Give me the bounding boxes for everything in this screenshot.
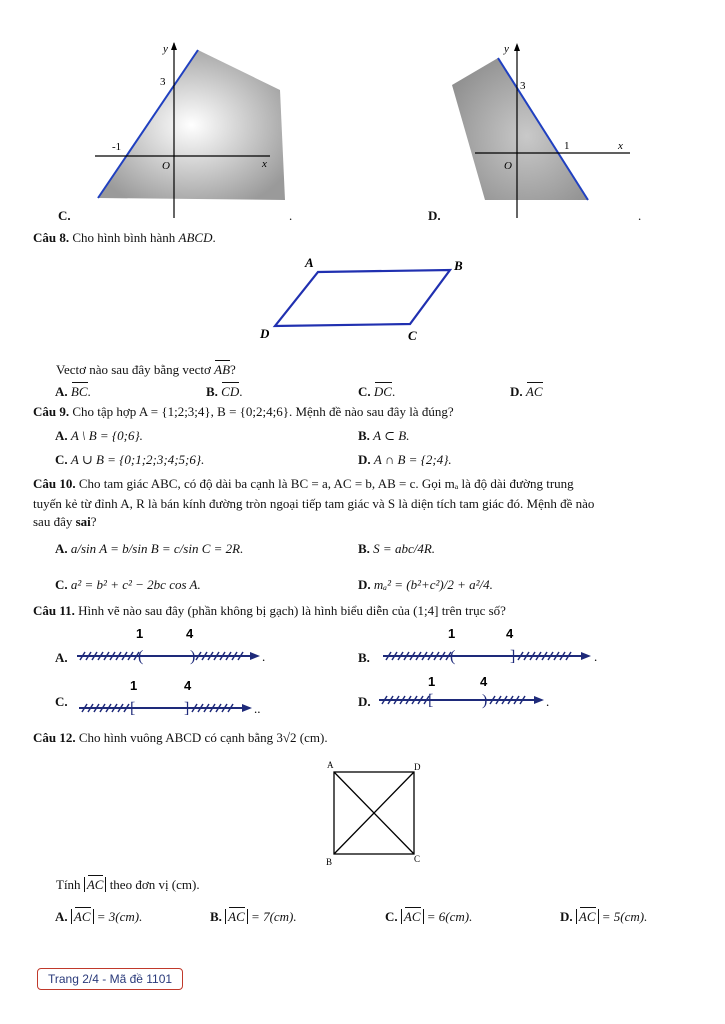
tick-4: 4 [184, 678, 192, 693]
axis-y-label: y [504, 43, 509, 55]
q10-option-c[interactable]: C. a² = b² + c² − 2bc cos A. [55, 577, 201, 592]
tick-1: 1 [136, 626, 144, 641]
q8-question: Câu 8. Cho hình bình hành ABCD. [33, 230, 216, 245]
q8-option-c[interactable]: C. DC. [358, 384, 396, 399]
q8-prompt: Vectơ nào sau đây bằng vectơ AB? [56, 362, 236, 377]
shaded-region [98, 50, 285, 200]
close-paren: ) [190, 648, 196, 665]
svg-text:.: . [594, 649, 598, 664]
graph-d [440, 40, 640, 220]
q10-question-line1: Câu 10. Cho tam giác ABC, có độ dài ba cạnh là BC = a, AC = b, AB = c. Gọi mₐ là độ dài đường trung [33, 476, 574, 491]
q11-option-b-key[interactable]: B. [358, 650, 370, 665]
axis-x-label: x [618, 140, 623, 152]
q12-option-d[interactable]: D. AC = 5(cm). [560, 909, 648, 924]
vertex-a: A [305, 255, 314, 270]
q7-d-dot: . [638, 208, 642, 223]
svg-text:.: . [546, 694, 550, 709]
q10-option-b[interactable]: B. S = abc/4R. [358, 541, 436, 556]
close-bracket: ] [510, 648, 516, 665]
q11-option-d-key[interactable]: D. [358, 694, 371, 709]
origin-label: O [162, 160, 170, 172]
q12-option-b[interactable]: B. AC = 7(cm). [210, 909, 297, 924]
close-paren: ) [482, 692, 488, 709]
q12-option-c[interactable]: C. AC = 6(cm). [385, 909, 473, 924]
square-figure [322, 758, 422, 868]
q9-option-d[interactable]: D. A ∩ B = {2;4}. [358, 452, 452, 467]
open-bracket: ( [138, 648, 144, 665]
tick-3: 3 [520, 80, 526, 92]
open-bracket: ( [450, 648, 456, 665]
vertex-b: B [326, 857, 333, 867]
tick-1: 1 [130, 678, 138, 693]
q10-option-d[interactable]: D. mₐ² = (b²+c²)/2 + a²/4. [358, 577, 493, 592]
open-square-bracket: [ [130, 700, 136, 717]
tick-4: 4 [480, 674, 488, 689]
tick-1: 1 [448, 626, 456, 641]
close-bracket: ] [184, 700, 190, 717]
graph-c [90, 40, 290, 220]
q9-option-a[interactable]: A. A \ B = {0;6}. [55, 428, 143, 443]
q7-c-dot: . [289, 208, 293, 223]
q9-question: Câu 9. Cho tập hợp A = {1;2;3;4}, B = {0;2;4;6}. Mệnh đề nào sau đây là đúng? [33, 404, 454, 419]
vertex-c: C [414, 854, 421, 864]
q12-option-a[interactable]: A. AC = 3(cm). [55, 909, 143, 924]
q10-option-a[interactable]: A. a/sin A = b/sin B = c/sin C = 2R. [55, 541, 244, 556]
svg-text:..: .. [254, 701, 261, 716]
origin-label: O [504, 160, 512, 172]
page-footer: Trang 2/4 - Mã đề 1101 [37, 968, 183, 990]
axis-x-label: x [262, 158, 267, 170]
tick-3: 3 [160, 76, 166, 88]
q9-option-b[interactable]: B. A ⊂ B. [358, 428, 410, 443]
vertex-b: B [454, 258, 463, 273]
tick-1: 1 [564, 140, 570, 152]
vertex-d: D [260, 326, 270, 341]
q8-option-b[interactable]: B. CD. [206, 384, 243, 399]
parallelogram-figure [250, 252, 480, 344]
open-square-bracket: [ [428, 692, 434, 709]
number-line-b[interactable] [378, 624, 603, 672]
svg-text:.: . [262, 649, 266, 664]
q10-question-line3: sau đây sai? [33, 514, 97, 529]
axis-y-label: y [163, 43, 168, 55]
q9-option-c[interactable]: C. A ∪ B = {0;1;2;3;4;5;6}. [55, 452, 205, 467]
q7-option-d[interactable]: D. [428, 208, 441, 223]
vertex-c: C [408, 328, 417, 343]
q8-option-a[interactable]: A. BC. [55, 384, 91, 399]
number-line-a[interactable] [72, 624, 272, 672]
vertex-d: D [414, 762, 421, 772]
q11-option-a-key[interactable]: A. [55, 650, 68, 665]
q11-option-c-key[interactable]: C. [55, 694, 68, 709]
number-line-d[interactable] [374, 672, 569, 718]
q11-question: Câu 11. Hình vẽ nào sau đây (phần không bị gạch) là hình biểu diễn của (1;4] trên trục số? [33, 603, 506, 618]
tick-4: 4 [506, 626, 514, 641]
number-line-c[interactable] [74, 676, 274, 722]
q12-question: Câu 12. Cho hình vuông ABCD có cạnh bằng 3√2 (cm). [33, 730, 328, 745]
tick-4: 4 [186, 626, 194, 641]
tick-minus-1: -1 [112, 141, 122, 153]
q12-prompt: Tính AC theo đơn vị (cm). [56, 877, 200, 892]
vertex-a: A [327, 760, 334, 770]
q7-option-c[interactable]: C. [58, 208, 71, 223]
tick-1: 1 [428, 674, 436, 689]
q10-question-line2: tuyến kẻ từ đỉnh A, R là bán kính đường tròn ngoại tiếp tam giác và S là diện tích tam giác đó. Mệnh đề nào [33, 496, 595, 511]
q8-option-d[interactable]: D. AC [510, 384, 543, 399]
